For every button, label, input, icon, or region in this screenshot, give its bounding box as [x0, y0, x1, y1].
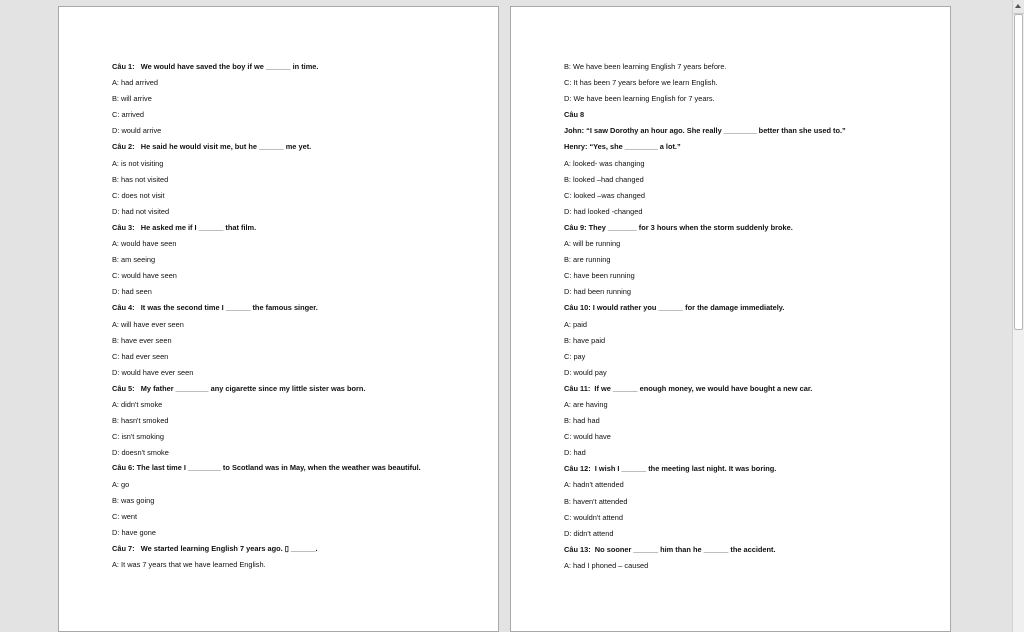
answer-option-line: B: am seeing: [112, 255, 156, 265]
question-line: John: “I saw Dorothy an hour ago. She really ________ better than she used to.”: [564, 126, 846, 136]
answer-option-line: B: will arrive: [112, 94, 152, 104]
answer-option-line: D: had: [564, 448, 586, 458]
answer-option-line: B: are running: [564, 255, 611, 265]
answer-option-line: D: doesn't smoke: [112, 448, 169, 458]
answer-option-line: D: had looked -changed: [564, 206, 643, 216]
vertical-scrollbar[interactable]: [1012, 0, 1024, 632]
answer-option-line: C: It has been 7 years before we learn English.: [564, 78, 718, 88]
page-right-content: [564, 61, 910, 576]
question-line: Câu 13: No sooner ______ him than he ______ the accident.: [564, 544, 776, 554]
question-line: Henry: “Yes, she ________ a lot.”: [564, 142, 681, 152]
answer-option-line: C: would have: [564, 432, 611, 442]
answer-option-line: A: It was 7 years that we have learned English.: [112, 560, 266, 570]
answer-option-line: A: will have ever seen: [112, 319, 184, 329]
question-line: Câu 3: He asked me if I ______ that film.: [112, 222, 257, 232]
answer-option-line: D: had not visited: [112, 206, 170, 216]
answer-option-line: C: went: [112, 512, 138, 522]
answer-option-line: B: looked –had changed: [564, 174, 644, 184]
question-line: Câu 12: I wish I ______ the meeting last night. It was boring.: [564, 464, 777, 474]
document-page-right: [510, 6, 951, 632]
answer-option-line: B: have paid: [564, 335, 606, 345]
answer-option-line: A: hadn't attended: [564, 480, 624, 490]
answer-option-line: D: would have ever seen: [112, 367, 194, 377]
question-line: Câu 8: [564, 110, 585, 120]
answer-option-line: C: pay: [564, 351, 586, 361]
answer-option-line: B: have ever seen: [112, 335, 172, 345]
question-line: Câu 5: My father ________ any cigarette since my little sister was born.: [112, 383, 366, 393]
answer-option-line: A: would have seen: [112, 239, 177, 249]
answer-option-line: A: had I phoned – caused: [564, 560, 649, 570]
answer-option-line: D: had been running: [564, 287, 631, 297]
answer-option-line: B: has not visited: [112, 174, 169, 184]
question-line: Câu 10: I would rather you ______ for the damage immediately.: [564, 303, 785, 313]
question-line: Câu 6: The last time I ________ to Scotland was in May, when the weather was beautiful.: [112, 463, 421, 473]
answer-option-line: D: would pay: [564, 367, 607, 377]
answer-option-line: C: have been running: [564, 271, 635, 281]
answer-option-line: A: is not visiting: [112, 158, 164, 168]
answer-option-line: C: looked –was changed: [564, 190, 645, 200]
answer-option-line: A: paid: [564, 319, 588, 329]
answer-option-line: A: had arrived: [112, 78, 159, 88]
answer-option-line: B: had had: [564, 416, 600, 426]
answer-option-line: C: had ever seen: [112, 351, 169, 361]
answer-option-line: C: arrived: [112, 110, 145, 120]
answer-option-line: C: wouldn't attend: [564, 512, 623, 522]
answer-option-line: D: didn't attend: [564, 528, 614, 538]
answer-option-line: C: isn't smoking: [112, 432, 164, 442]
answer-option-line: D: We have been learning English for 7 years.: [564, 94, 715, 104]
page-left-content: [112, 61, 458, 576]
answer-option-line: D: have gone: [112, 528, 156, 538]
scrollbar-thumb[interactable]: [1014, 14, 1023, 330]
question-line: Câu 4: It was the second time I ______ the famous singer.: [112, 303, 318, 313]
answer-option-line: D: would arrive: [112, 126, 162, 136]
answer-option-line: B: was going: [112, 496, 155, 506]
answer-option-line: B: We have been learning English 7 years before.: [564, 62, 727, 71]
answer-option-line: A: will be running: [564, 239, 621, 249]
answer-option-line: A: go: [112, 479, 130, 489]
answer-option-line: A: looked- was changing: [564, 158, 645, 168]
question-line: Câu 2: He said he would visit me, but he ______ me yet.: [112, 142, 312, 152]
answer-option-line: A: didn't smoke: [112, 399, 163, 409]
document-page-left: [58, 6, 499, 632]
scroll-up-arrow-icon[interactable]: [1013, 0, 1024, 14]
answer-option-line: B: haven't attended: [564, 496, 628, 506]
answer-option-line: B: hasn't smoked: [112, 416, 169, 426]
answer-option-line: C: would have seen: [112, 271, 177, 281]
question-line: Câu 1: We would have saved the boy if we ______ in time.: [112, 62, 319, 71]
question-line: Câu 11: If we ______ enough money, we would have bought a new car.: [564, 383, 813, 393]
answer-option-line: D: had seen: [112, 287, 152, 297]
answer-option-line: C: does not visit: [112, 190, 165, 200]
answer-option-line: A: are having: [564, 399, 608, 409]
question-line: Câu 9: They _______ for 3 hours when the storm suddenly broke.: [564, 222, 793, 232]
question-line: Câu 7: We started learning English 7 years ago. ▯ ______.: [112, 544, 318, 554]
